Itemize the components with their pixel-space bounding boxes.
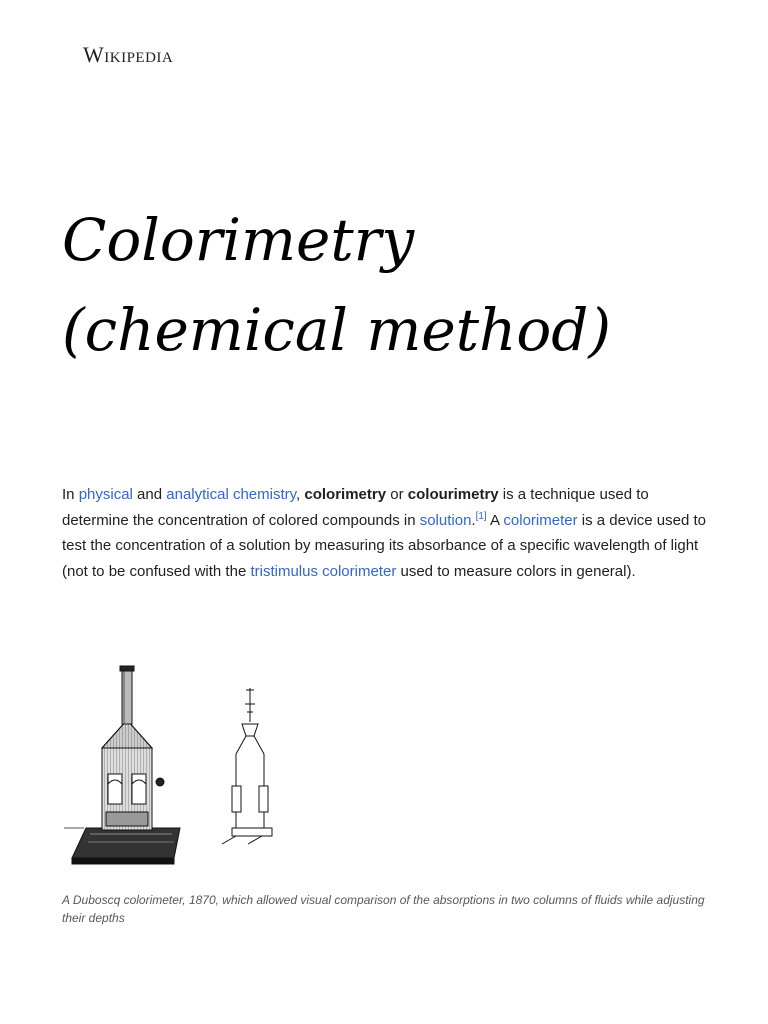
link-solution[interactable]: solution (419, 511, 472, 529)
link-analytical-chemistry[interactable]: analytical chemistry (166, 486, 297, 503)
link-tristimulus-colorimeter[interactable]: tristimulus colorimeter (250, 562, 397, 580)
page-title-line1: Colorimetry (62, 206, 415, 274)
intro-text: , (296, 486, 305, 503)
colorimeter-engraving (62, 662, 282, 872)
intro-text: In (62, 486, 79, 503)
intro-paragraph (62, 482, 712, 584)
instrument-drawing (64, 666, 180, 864)
intro-text: and (132, 486, 167, 503)
intro-text: is a technique used to determine the concentration of colored compounds in (62, 486, 649, 529)
intro-text: used to measure colors in general). (396, 562, 636, 580)
intro-text: . (471, 511, 476, 529)
link-colorimeter[interactable]: colorimeter (503, 511, 578, 529)
figure-caption: A Duboscq colorimeter, 1870, which allowed visual comparison of the absorptions in two columns of fluids while adjusting their depths (62, 893, 705, 925)
bold-colorimetry: colorimetry (304, 486, 387, 503)
wikipedia-wordmark[interactable]: Wikipedia (83, 42, 174, 67)
intro-text: or (386, 486, 408, 503)
page-title (62, 195, 722, 375)
intro-text: is a device used to test the concentration of a solution by measuring its absorbance of a specific wavelength of light (not to be confused with the (62, 511, 707, 580)
link-physical[interactable]: physical (78, 486, 133, 503)
page-title-line2: (chemical method) (62, 296, 612, 364)
bold-colourimetry: colourimetry (407, 486, 499, 503)
intro-text: A (486, 511, 504, 529)
optical-schematic (222, 688, 272, 844)
reference-1[interactable]: [1] (475, 510, 487, 522)
duboscq-colorimeter-illustration[interactable] (62, 662, 282, 872)
